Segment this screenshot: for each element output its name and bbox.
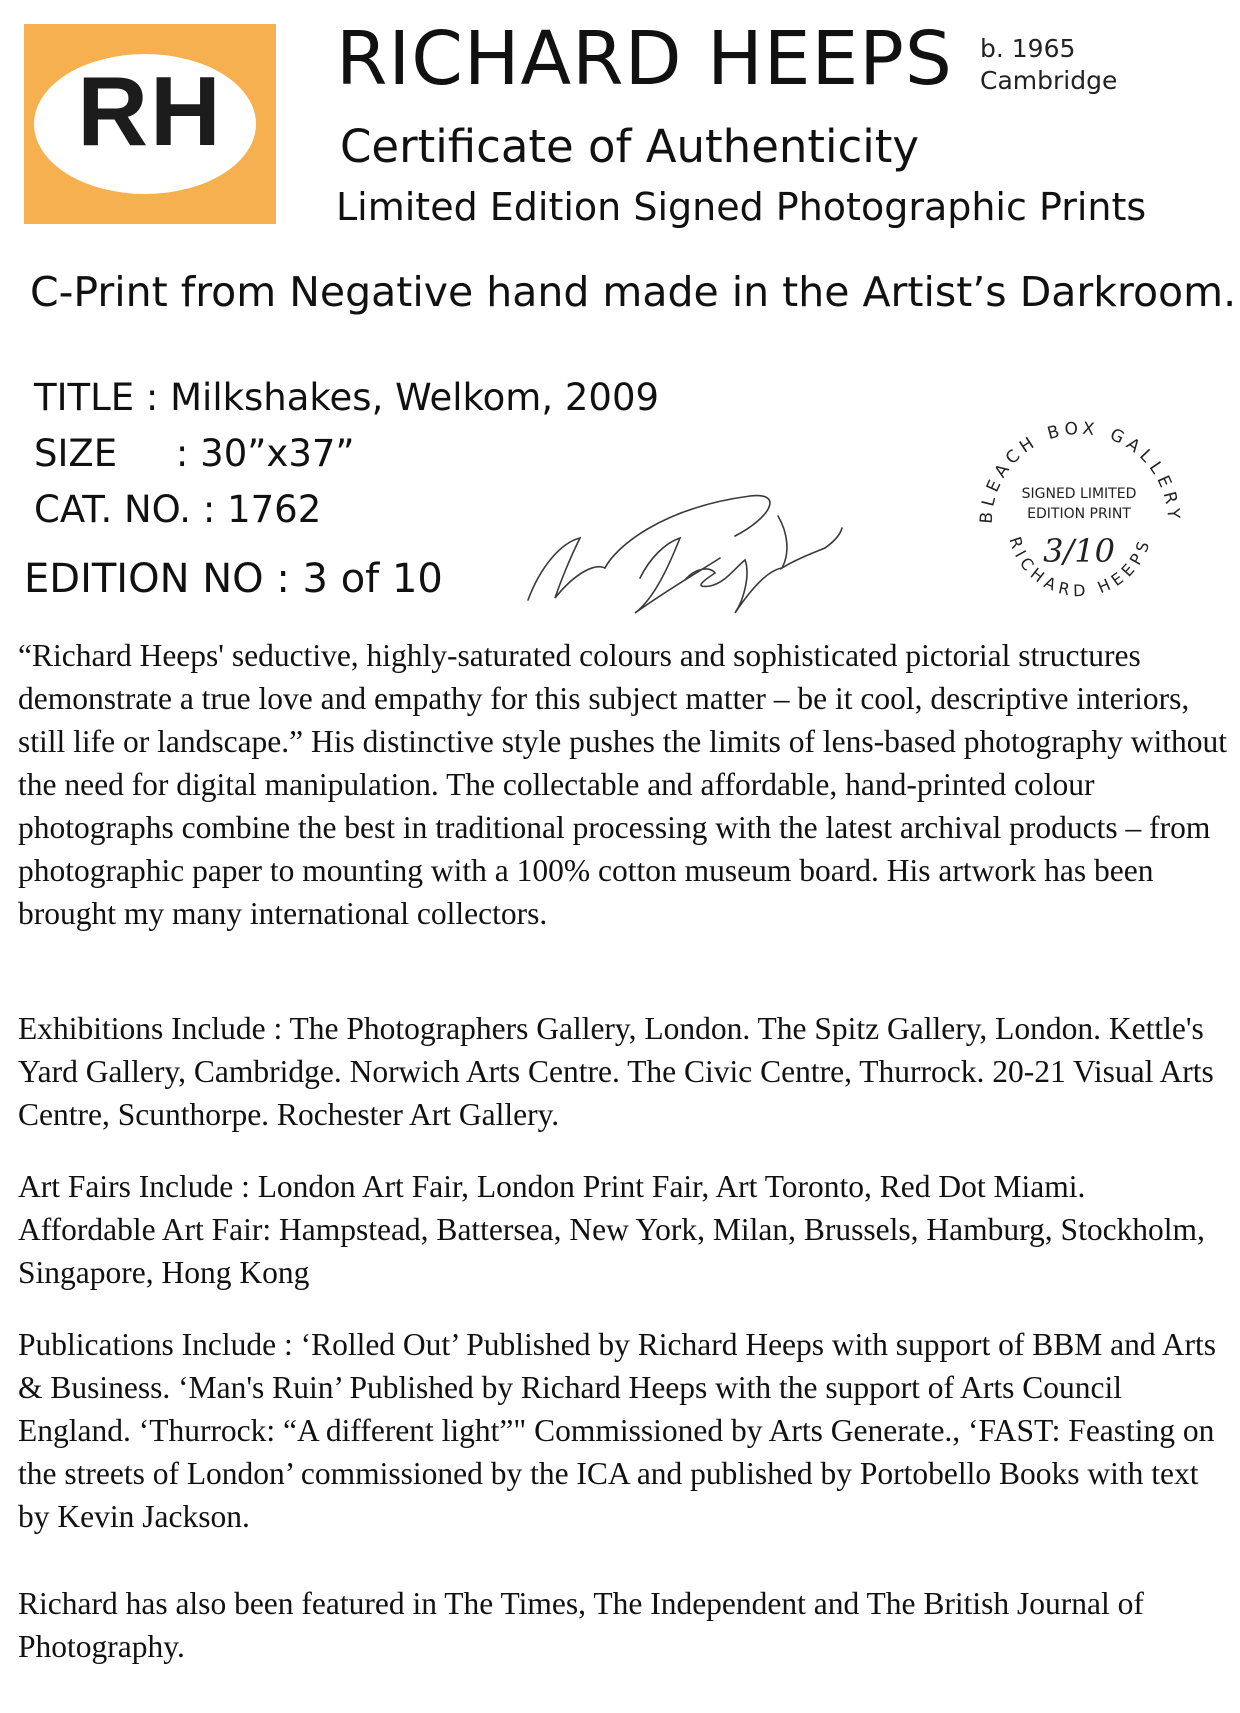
- certificate-title: Certificate of Authenticity: [340, 120, 920, 173]
- title-value: Milkshakes, Welkom, 2009: [170, 376, 660, 419]
- birth-year: b. 1965: [980, 34, 1076, 63]
- stamp-bottom-arc: RICHARD HEEPS: [1005, 534, 1155, 601]
- logo-text: RH: [77, 56, 223, 166]
- title-label: TITLE: [34, 376, 135, 419]
- edition-type: Limited Edition Signed Photographic Prints: [336, 185, 1147, 229]
- stamp-line-2: EDITION PRINT: [1027, 506, 1131, 522]
- cat-value: 1762: [227, 488, 322, 531]
- stamp-top-arc: BLEACH BOX GALLERY: [976, 418, 1184, 525]
- cat-label: CAT. NO.: [34, 488, 192, 531]
- edition-row: [24, 556, 443, 602]
- publications-paragraph: Publications Include : ‘Rolled Out’ Published by Richard Heeps with support of BBM and Arts & Business. ‘Man's Ruin’ Published by Richard Heeps with the support of Arts Council England. ‘Thurrock: “A different light”" Commissioned by Arts Generate., ‘FAST: Feasting on the streets of London’ commissioned by the ICA and published by Portobello Books with text by Kevin Jackson.: [18, 1327, 1217, 1534]
- birth-place: Cambridge: [980, 66, 1118, 95]
- cat-row: CAT. NO. : 1762: [34, 488, 322, 531]
- print-description: C-Print from Negative hand made in the Artist’s Darkroom.: [30, 268, 1237, 316]
- artist-logo: [24, 24, 276, 224]
- size-label: SIZE: [34, 432, 118, 475]
- art-fairs-paragraph: Art Fairs Include : London Art Fair, London Print Fair, Art Toronto, Red Dot Miami. Affordable Art Fair: Hampstead, Battersea, New York, Milan, Brussels, Hamburg, Stockholm, Singapore, Hong Kong: [18, 1169, 1205, 1290]
- exhibitions-paragraph: Exhibitions Include : The Photographers Gallery, London. The Spitz Gallery, London. Kettle's Yard Gallery, Cambridge. Norwich Arts Centre. The Civic Centre, Thurrock. 20-21 Visual Arts Centre, Scunthorpe. Rochester Art Gallery.: [18, 1011, 1214, 1132]
- artist-name: RICHARD HEEPS: [336, 16, 953, 102]
- edition-label: EDITION NO :: [24, 556, 290, 602]
- artist-statement: “Richard Heeps' seductive, highly-saturated colours and sophisticated pictorial structures demonstrate a true love and empathy for this subject matter – be it cool, descriptive interiors, still life or landscape.” His distinctive style pushes the limits of lens-based photography without the need for digital manipulation. The collectable and affordable, hand-printed colour photographs combine the best in traditional processing with the latest archival products – from photographic paper to mounting with a 100% cotton museum board. His artwork has been brought my many international collectors.: [18, 638, 1228, 931]
- gallery-stamp: [968, 404, 1190, 626]
- edition-value: 3 of 10: [302, 556, 443, 602]
- size-row: SIZE : 30”x37”: [34, 432, 355, 475]
- press-paragraph: Richard has also been featured in The Times, The Independent and The British Journal of Photography.: [18, 1586, 1144, 1664]
- stamp-line-1: SIGNED LIMITED: [1021, 486, 1137, 502]
- stamp-edition-number: 3/10: [1043, 532, 1115, 570]
- size-value: 30”x37”: [200, 432, 355, 475]
- title-row: TITLE : Milkshakes, Welkom, 2009: [34, 376, 660, 419]
- artist-signature: [520, 488, 850, 618]
